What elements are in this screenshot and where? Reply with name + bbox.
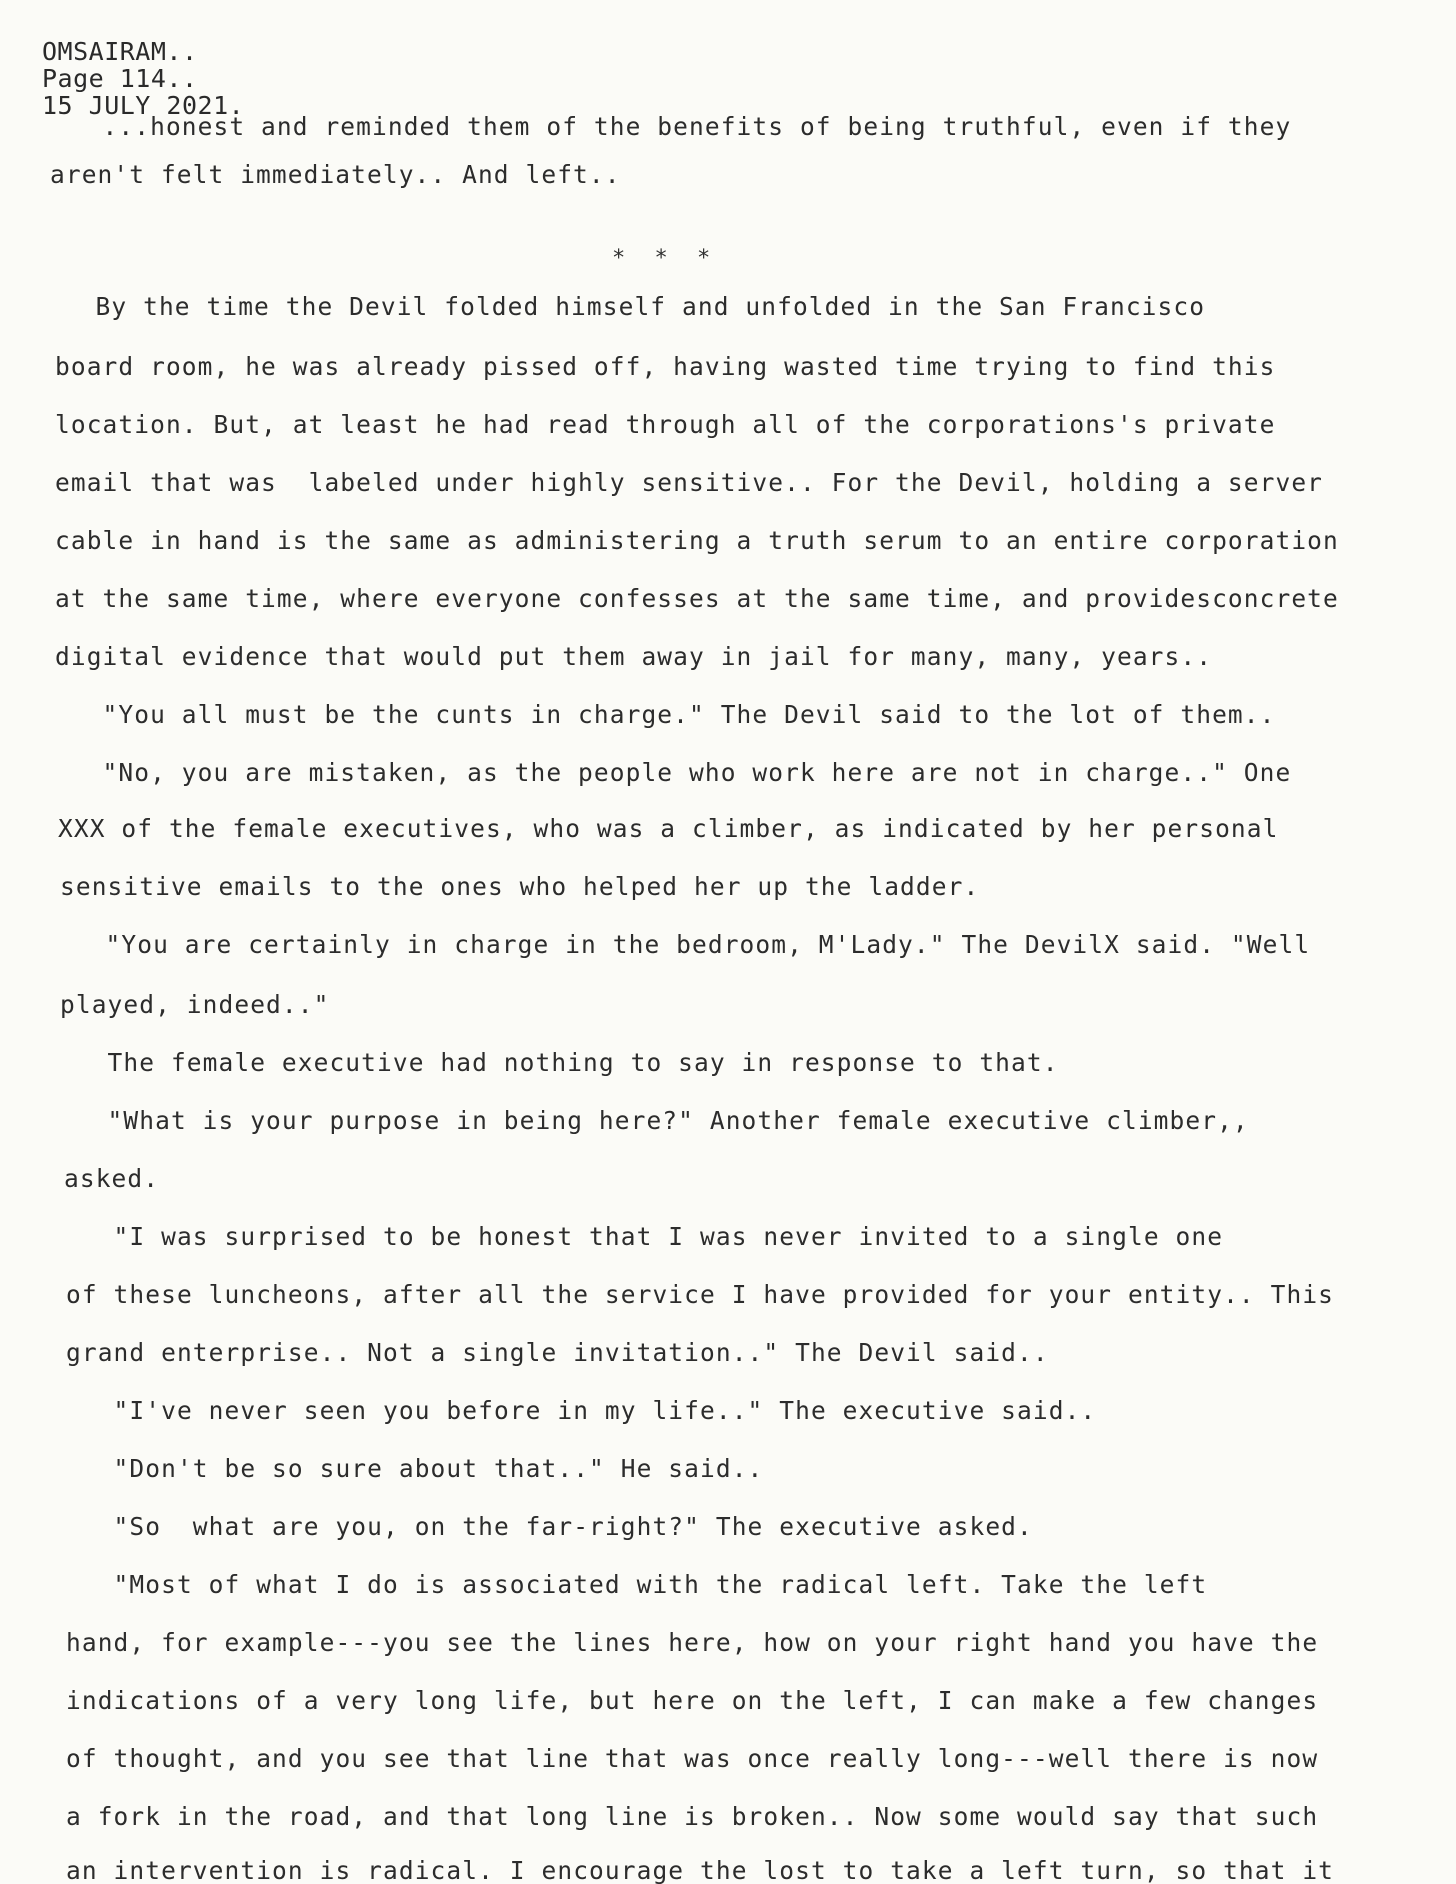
text-line: at the same time, where everyone confesses at the same time, and providesconcrete [55,584,1339,613]
text-line: "I was surprised to be honest that I was never invited to a single one [66,1222,1224,1251]
section-separator: * * * [612,246,719,271]
text-line: "You are certainly in charge in the bedroom, M'Lady." The DevilX said. "Well [58,930,1311,959]
text-line: digital evidence that would put them away in jail for many, many, years.. [55,642,1213,671]
text-line: played, indeed.." [60,990,330,1019]
text-line: a fork in the road, and that long line is broken.. Now some would say that such [66,1802,1319,1831]
text-line: aren't felt immediately.. And left.. [50,160,621,189]
text-line: "What is your purpose in being here?" Another female executive climber,, [60,1106,1249,1135]
text-line: ...honest and reminded them of the benefits of being truthful, even if they [55,112,1292,141]
text-line: "You all must be the cunts in charge." The Devil said to the lot of them.. [55,700,1276,729]
text-line: asked. [64,1164,160,1193]
text-line: By the time the Devil folded himself and unfolded in the San Francisco [48,292,1206,321]
text-line: The female executive had nothing to say in response to that. [60,1048,1059,1077]
text-line: "So what are you, on the far-right?" The executive asked. [66,1512,1033,1541]
text-line: cable in hand is the same as administering a truth serum to an entire corporation [55,526,1339,555]
header-date: 15 JULY 2021. [42,91,245,120]
header-page-number: Page 114.. [42,64,198,93]
text-line: "No, you are mistaken, as the people who work here are not in charge.." One [55,758,1292,787]
text-line: "Don't be so sure about that.." He said.. [66,1454,764,1483]
text-line: an intervention is radical. I encourage the lost to take a left turn, so that it [66,1856,1335,1884]
text-line: of thought, and you see that line that was once really long---well there is now [66,1744,1319,1773]
page-header [42,38,244,119]
text-line: board room, he was already pissed off, having wasted time trying to find this [55,352,1276,381]
text-line: indications of a very long life, but here on the left, I can make a few changes [66,1686,1319,1715]
text-line: "I've never seen you before in my life.." The executive said.. [66,1396,1097,1425]
text-line: XXX of the female executives, who was a climber, as indicated by her personal [58,814,1279,843]
text-line: "Most of what I do is associated with the radical left. Take the left [66,1570,1208,1599]
header-title: OMSAIRAM.. [42,37,198,66]
text-line: sensitive emails to the ones who helped her up the ladder. [60,872,980,901]
text-line: grand enterprise.. Not a single invitation.." The Devil said.. [66,1338,1049,1367]
text-line: email that was labeled under highly sensitive.. For the Devil, holding a server [55,468,1324,497]
text-line: of these luncheons, after all the service I have provided for your entity.. This [66,1280,1335,1309]
text-line: location. But, at least he had read through all of the corporations's private [55,410,1276,439]
text-line: hand, for example---you see the lines here, how on your right hand you have the [66,1628,1319,1657]
